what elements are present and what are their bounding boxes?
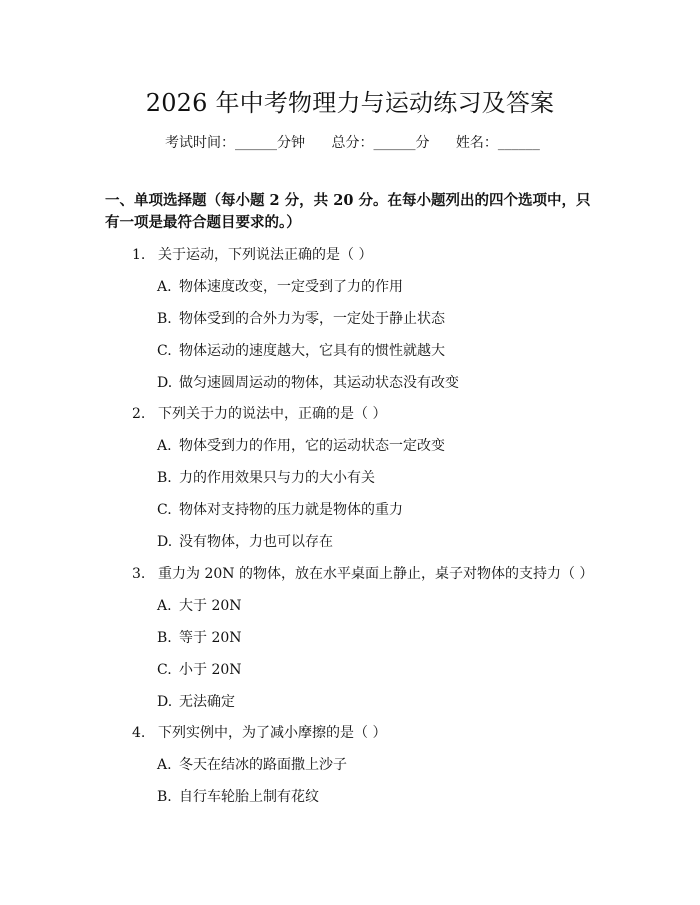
question-3-option-c	[157, 659, 242, 679]
question-text: 下列关于力的说法中，正确的是（ ）	[158, 406, 387, 422]
exam-time: 考试时间：______分钟	[165, 135, 305, 151]
question-4-option-b	[157, 786, 319, 806]
option-text: 大于 20N	[179, 598, 242, 614]
question-text: 关于运动，下列说法正确的是（ ）	[158, 247, 373, 263]
option-label: B.	[157, 311, 172, 327]
option-text: 没有物体，力也可以存在	[179, 534, 333, 550]
question-2-option-c	[157, 499, 403, 519]
option-text: 物体受到的合外力为零，一定处于静止状态	[179, 311, 445, 327]
option-label: C.	[157, 502, 172, 518]
option-label: B.	[157, 630, 172, 646]
question-text: 下列实例中，为了减小摩擦的是（ ）	[158, 725, 387, 741]
question-1	[132, 244, 372, 264]
question-3-option-b	[157, 627, 242, 647]
question-2-option-d	[157, 531, 333, 551]
option-label: A.	[157, 757, 172, 773]
student-name: 姓名：______	[455, 135, 540, 151]
option-text: 物体受到力的作用，它的运动状态一定改变	[179, 438, 445, 454]
question-number: 2.	[132, 406, 146, 422]
option-text: 等于 20N	[179, 630, 242, 646]
option-text: 物体运动的速度越大，它具有的惯性就越大	[179, 343, 445, 359]
question-2-option-a	[157, 435, 445, 455]
question-1-option-b	[157, 308, 445, 328]
option-label: B.	[157, 789, 172, 805]
question-number: 1.	[132, 247, 146, 263]
question-2	[132, 403, 386, 423]
option-label: D.	[157, 375, 173, 391]
option-label: B.	[157, 470, 172, 486]
question-3-option-d	[157, 691, 235, 711]
section-heading: 一、单项选择题（每小题 2 分，共 20 分。在每小题列出的四个选项中，只有一项是最符合题目要求的。）	[105, 192, 591, 231]
question-1-option-c	[157, 340, 445, 360]
option-text: 无法确定	[179, 694, 235, 710]
exam-meta	[165, 132, 562, 152]
question-1-option-a	[157, 276, 403, 296]
question-2-option-b	[157, 467, 375, 487]
question-number: 3.	[132, 566, 146, 582]
question-4	[132, 722, 386, 742]
option-label: D.	[157, 534, 173, 550]
question-number: 4.	[132, 725, 146, 741]
question-text: 重力为 20N 的物体，放在水平桌面上静止，桌子对物体的支持力（ ）	[158, 566, 594, 582]
option-label: A.	[157, 598, 172, 614]
question-1-option-d	[157, 372, 459, 392]
option-label: C.	[157, 662, 172, 678]
option-text: 小于 20N	[179, 662, 242, 678]
option-text: 冬天在结冰的路面撒上沙子	[179, 757, 347, 773]
option-text: 自行车轮胎上制有花纹	[179, 789, 319, 805]
option-label: A.	[157, 438, 172, 454]
option-text: 力的作用效果只与力的大小有关	[179, 470, 375, 486]
option-text: 物体对支持物的压力就是物体的重力	[179, 502, 403, 518]
exam-score: 总分：______分	[331, 135, 430, 151]
option-label: C.	[157, 343, 172, 359]
page-title: 2026 年中考物理力与运动练习及答案	[145, 89, 555, 117]
option-label: A.	[157, 279, 172, 295]
question-3-option-a	[157, 595, 242, 615]
option-text: 做匀速圆周运动的物体，其运动状态没有改变	[179, 375, 459, 391]
question-4-option-a	[157, 754, 347, 774]
option-label: D.	[157, 694, 173, 710]
option-text: 物体速度改变，一定受到了力的作用	[179, 279, 403, 295]
question-3	[132, 563, 593, 583]
